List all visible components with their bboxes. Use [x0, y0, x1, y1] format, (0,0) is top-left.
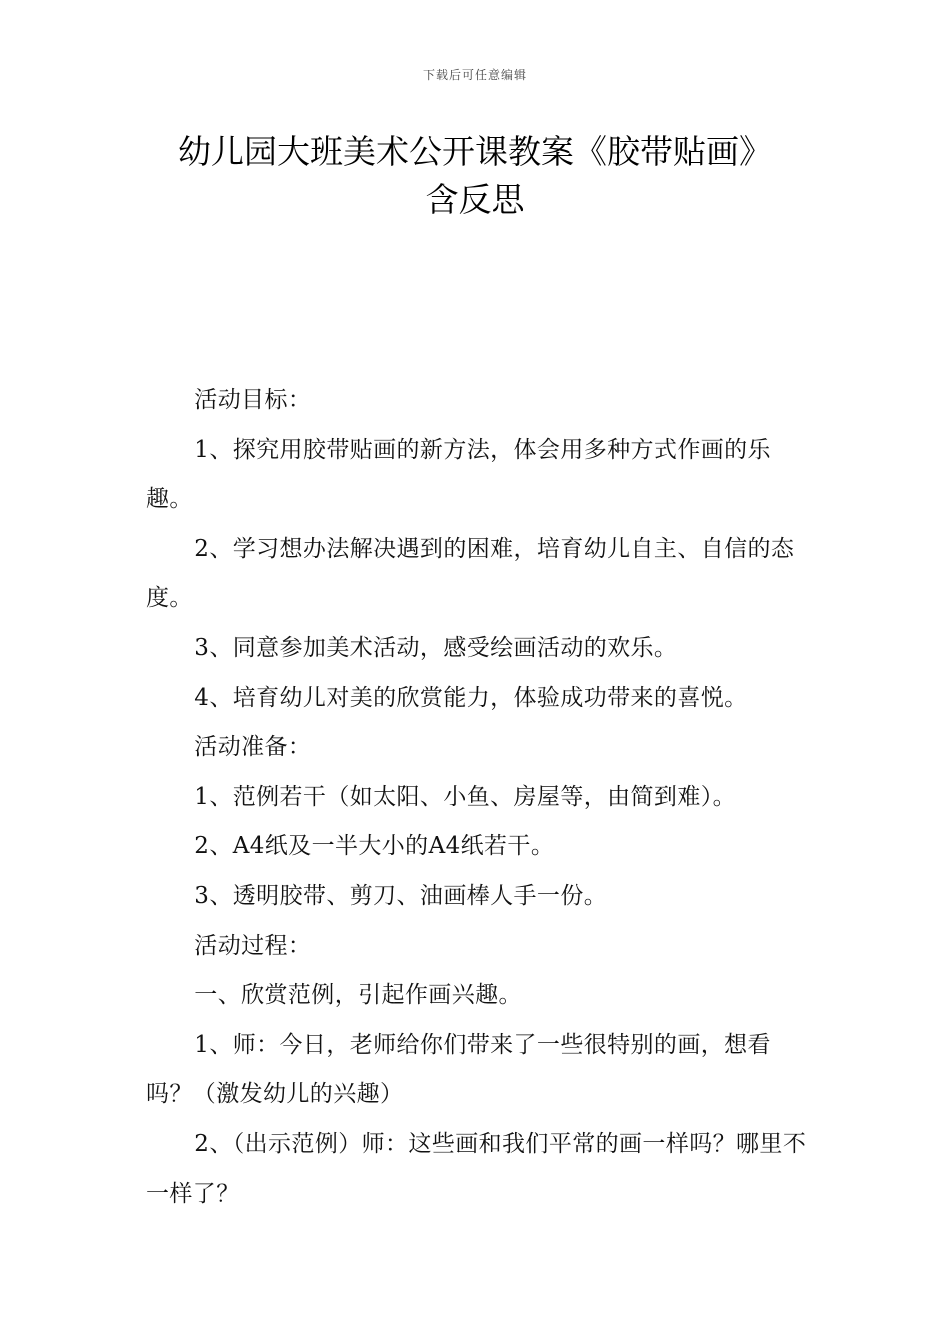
title-line-2: 含反思 [425, 180, 525, 219]
section-heading-preparation: 活动准备： [194, 734, 312, 761]
paragraph: 一、欣赏范例，引起作画兴趣。 [194, 982, 522, 1009]
paragraph: 1、师：今日，老师给你们带来了一些很特别的画，想看吗？（激发幼儿的兴趣） [146, 1031, 771, 1108]
paragraph: 3、透明胶带、剪刀、油画棒人手一份。 [194, 882, 608, 909]
document-body [146, 376, 816, 1219]
document-title [100, 128, 850, 224]
section-heading-process: 活动过程： [194, 932, 312, 959]
paragraph: 2、A4纸及一半大小的A4纸若干。 [194, 833, 555, 860]
paragraph: 1、探究用胶带贴画的新方法，体会用多种方式作画的乐趣。 [146, 436, 771, 513]
paragraph: 3、同意参加美术活动，感受绘画活动的欢乐。 [194, 634, 678, 661]
paragraph: 2、（出示范例）师：这些画和我们平常的画一样吗？哪里不一样了？ [146, 1130, 807, 1207]
title-line-1: 幼儿园大班美术公开课教案《胶带贴画》 [178, 132, 772, 171]
page-header-note: 下载后可任意编辑 [422, 68, 527, 82]
paragraph: 2、学习想办法解决遇到的困难，培育幼儿自主、自信的态度。 [146, 535, 795, 612]
paragraph: 4、培育幼儿对美的欣赏能力，体验成功带来的喜悦。 [194, 684, 748, 711]
section-heading-goals: 活动目标： [194, 387, 312, 413]
paragraph: 1、范例若干（如太阳、小鱼、房屋等，由简到难）。 [194, 783, 737, 810]
